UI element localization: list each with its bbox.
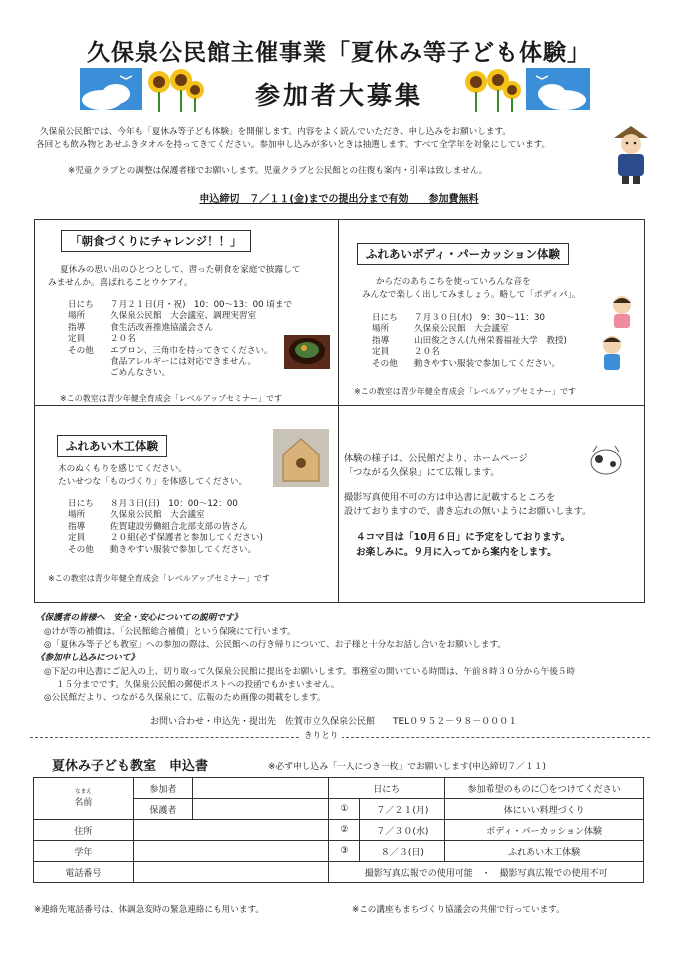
guardian-label: 保護者 — [133, 799, 192, 820]
option-number[interactable]: ③ — [329, 841, 360, 862]
detail-row: 場所 久保泉公民館 大会議室 — [372, 324, 509, 335]
guardians-line: ◎下記の申込書にご記入の上、切り取って久保泉公民館に提出をお願いします。事務室の開いている時間は、午前８時３０分から午後５時 — [44, 667, 576, 677]
cut-label: きりとり — [300, 730, 342, 743]
event-desc: 木のぬくもりを感じてください。 — [58, 464, 187, 474]
info-text: ４コマ目は「10月６日」に予定をしております。 — [356, 532, 571, 543]
detail-row: 定員 ２０名 — [68, 334, 136, 345]
guardians-line: １５分までです。久保泉公民館の郵便ポストへの投函でもかまいません。 — [56, 680, 340, 690]
option-date: ８／３(日) — [360, 841, 445, 862]
photo-ok-option[interactable]: 撮影写真広報での使用可能 — [364, 868, 473, 879]
info-text: 設けておりますので、書き忘れの無いようにお願いします。 — [344, 506, 592, 517]
guardians-line: ◎けが等の補償は、「公民館総合補償」という保険にて行います。 — [44, 627, 296, 637]
photo-ng-option[interactable]: 撮影写真広報での使用不可 — [499, 868, 608, 879]
option-date: ７／３０(水) — [360, 820, 445, 841]
detail-row: 指導 山田俊之さん(九州栄養福祉大学 教授) — [372, 335, 567, 346]
event-desc: 夏休みの思い出のひとつとして、習った朝食を家庭で披露して — [60, 265, 301, 275]
detail-row: 指導 食生活改善推進協議会さん — [68, 322, 214, 333]
address-label: 住所 — [34, 820, 134, 841]
application-heading: 《参加申し込みについて》 — [36, 653, 139, 663]
event-title-breakfast: 「朝食づくりにチャレンジ！！」 — [61, 230, 251, 252]
event-note: ※この教室は青少年健全育成会「レベルアップセミナー」です — [60, 394, 283, 403]
event-title-percussion: ふれあいボディ・パーカッション体験 — [357, 243, 569, 265]
detail-row: その他 動きやすい服装で参加してください。 — [68, 544, 257, 555]
application-form — [33, 777, 644, 883]
mascot-character-icon — [608, 124, 654, 186]
name-label: 名前 — [74, 798, 93, 808]
photo-consent-row — [329, 862, 644, 883]
photo-separator: ・ — [481, 868, 491, 879]
detail-row: その他 動きやすい服装で参加してください。 — [372, 358, 561, 369]
option-number[interactable]: ① — [329, 799, 360, 820]
grid-divider — [34, 405, 644, 406]
option-name: 体にいい料理づくり — [445, 799, 644, 820]
info-text: 体験の様子は、公民館だより、ホームページ — [344, 453, 528, 464]
detail-row: ごめんなさい。 — [110, 368, 171, 379]
guardians-line: ◎「夏休み等子ども教室」への参加の際は、公民館への行き帰りについて、お子様と十分なお話し合いをお願いします。 — [44, 640, 506, 650]
event-details-percussion — [372, 313, 567, 370]
mascot-cow-icon — [588, 442, 624, 476]
food-bowl-photo — [284, 335, 330, 369]
phone-field[interactable] — [133, 862, 328, 883]
sky-cloud-icon — [526, 68, 590, 110]
option-name: ボディ・パーカッション体験 — [445, 820, 644, 841]
footer-note: ※この講座もまちづくり協議会の共催で行っています。 — [352, 905, 565, 915]
event-desc: たいせつな「ものづくり」を体感してください。 — [58, 477, 248, 487]
event-note: ※この教室は青少年健全育成会「レベルアップセミナー」です — [354, 387, 577, 396]
participant-label: 参加者 — [133, 778, 192, 799]
event-note: ※この教室は青少年健全育成会「レベルアップセミナー」です — [48, 574, 271, 583]
form-note: ※必ず申し込み「一人につき一枚」でお願いします(申込締切７／１１) — [268, 762, 546, 772]
page-subtitle: 参加者大募集 — [254, 81, 423, 110]
contact-info: お問い合わせ・申込先・提出先 佐賀市立久保泉公民館 TEL０９５２－９８－０００１ — [150, 717, 518, 727]
phone-label: 電話番号 — [34, 862, 134, 883]
detail-row: 食品アレルギーには対応できません。 — [110, 357, 257, 368]
detail-row: 場所 久保泉公民館 大会議室、調理実習室 — [68, 311, 257, 322]
sunflower-icon — [462, 68, 522, 112]
info-text: 撮影写真使用不可の方は申込書に記載するところを — [344, 492, 556, 503]
guardians-line: ◎公民館だより、つながる久保泉にて、広報のため画像の掲載をします。 — [44, 693, 326, 703]
child-icon — [596, 295, 636, 375]
sunflower-icon — [145, 68, 205, 112]
deadline-notice: 申込締切 ７／１１(金)までの提出分まで有効 参加費無料 — [199, 194, 479, 205]
address-field[interactable] — [133, 820, 328, 841]
detail-row: 指導 佐賀建設労働組合北部支部の皆さん — [68, 521, 248, 532]
form-title: 夏休み子ども教室 申込書 — [52, 759, 209, 774]
date-header: 日にち — [329, 778, 445, 799]
info-text: お楽しみに。９月に入ってから案内をします。 — [356, 547, 557, 558]
intro-line: 久保泉公民館では、今年も「夏休み等子ども体験」を開催します。内容をよく読んでいただき、申し込みをお願いします。 — [40, 127, 511, 137]
intro-note: ※児童クラブとの調整は保護者様でお願いします。児童クラブと公民館との往復も案内・引率は致しません。 — [68, 166, 488, 176]
event-desc: みませんか。喜ばれることウケアイ。 — [48, 278, 193, 288]
grid-divider — [338, 219, 339, 602]
detail-row: 日にち ８月３日(日) 10：00～12：00 — [68, 499, 238, 509]
intro-line: 各回とも飲み物とあせふきタオルを持ってきてください。参加申し込みが多いときは抽選します。すべて全学年を対象にしています。 — [36, 140, 551, 150]
detail-row: その他 エプロン、三角巾を持ってきてください。 — [68, 345, 273, 356]
event-details-breakfast — [68, 300, 292, 380]
sky-cloud-icon — [80, 68, 142, 110]
option-date: ７／２１(月) — [360, 799, 445, 820]
name-label-cell — [34, 778, 134, 820]
info-text: 「つながる久保泉」にて広報します。 — [344, 467, 500, 478]
name-ruby: なまえ — [75, 789, 92, 795]
event-desc: からだのあちこちを使っていろんな音を — [376, 277, 531, 287]
grade-label: 学年 — [34, 841, 134, 862]
grade-field[interactable] — [133, 841, 328, 862]
wooden-birdhouse-photo — [273, 429, 329, 487]
footer-note: ※連絡先電話番号は、体調急変時の緊急連絡にも用います。 — [34, 905, 264, 915]
page-title: 久保泉公民館主催事業「夏休み等子ども体験」 — [87, 40, 591, 66]
event-desc: みんなで楽しく出してみましょう。略して「ボディパ」。 — [362, 290, 581, 300]
detail-row: 日にち ７月２１日(月・祝) 10：00～13：00 頃まで — [68, 300, 293, 310]
detail-row: 場所 久保泉公民館 大会議室 — [68, 510, 205, 521]
option-number[interactable]: ② — [329, 820, 360, 841]
guardian-name-field[interactable] — [192, 799, 328, 820]
detail-row: 日にち ７月３０日(水) 9：30～11：30 — [372, 313, 545, 323]
option-name: ふれあい木工体験 — [445, 841, 644, 862]
event-title-woodwork: ふれあい木工体験 — [57, 435, 167, 457]
detail-row: 定員 ２０組(必ず保護者と参加してください) — [68, 533, 263, 544]
circle-instruction: 参加希望のものに〇をつけてください — [445, 778, 644, 799]
event-details-woodwork — [68, 499, 263, 556]
guardians-heading: 《保護者の皆様へ 安全・安心についての説明です》 — [36, 613, 243, 623]
participant-name-field[interactable] — [192, 778, 328, 799]
detail-row: 定員 ２０名 — [372, 347, 440, 358]
